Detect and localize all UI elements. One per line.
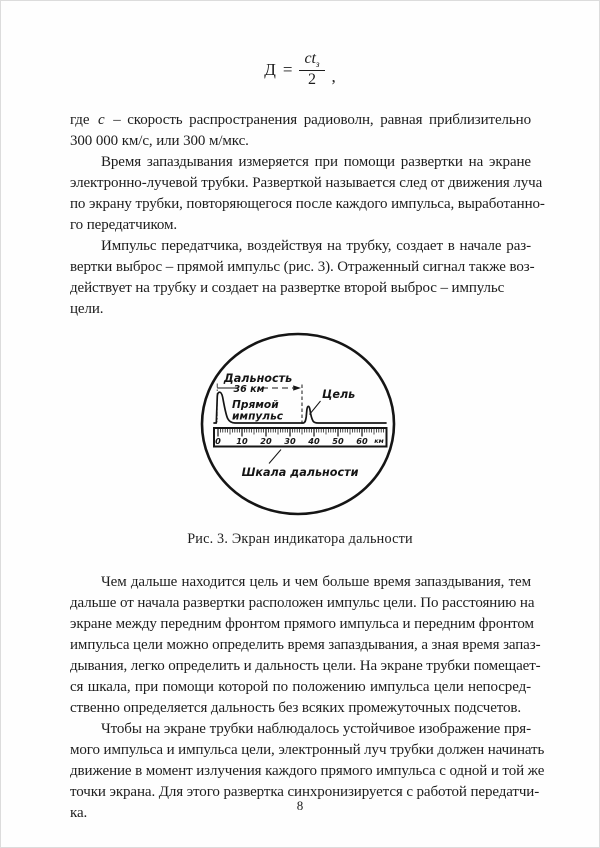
range-formula [264,50,336,89]
dimension-arrowhead [293,385,301,390]
text-line: ся шкала, при помощи которой по положению импульса цели непосред- [70,679,531,695]
range-label: Дальность [223,372,293,385]
formula-numerator-subscript: з [315,59,320,70]
text-line: движение в момент излучения каждого прямого импульса с одной и той же [70,763,545,779]
target-label: Цель [322,388,356,401]
where-rest: – скорость распространения радиоволн, равная приблизительно [113,112,531,128]
text-line: дывания, легко определить и дальность цели. На экране трубки помещает- [70,658,541,674]
direct-pulse-label-line2: импульс [232,410,284,423]
formula-numerator [299,50,324,71]
text-line: действует на трубку и создает на развертке второй выброс – импульс цели. [70,280,505,317]
svg-text:10: 10 [236,435,248,446]
svg-text:0: 0 [215,435,221,446]
formula-lhs: Д [264,59,276,79]
speed-variable: с [98,112,105,128]
text-line: экране между передним фронтом прямого импульса и передним фронтом [70,616,534,632]
text-line: мого импульса и импульса цели, электронный луч трубки должен начинать [70,742,545,758]
svg-text:60: 60 [356,435,368,446]
text-line: электронно-лучевой трубки. Разверткой называется след от движения луча [70,175,543,191]
ruler-ticks-and-numbers [215,429,384,446]
text-line: вертки выброс – прямой импульс (рис. 3). Отраженный сигнал также воз- [70,259,535,275]
crt-screen-diagram [194,325,406,522]
formula-comma: , [331,67,336,87]
where-word: где [70,112,90,128]
text-line: Время запаздывания измеряется при помощи развертки на экране [101,154,531,170]
text-line [70,110,531,131]
target-pointer-line [310,401,321,415]
figure-range-indicator [0,325,600,548]
text-line: Чтобы на экране трубки наблюдалось устойчивое изображение пря- [101,721,531,737]
text-line: по экрану трубки, повторяющегося после каждого импульса, выработанно- [70,196,545,212]
svg-text:30: 30 [284,435,296,446]
formula-fraction [299,50,324,89]
text-line: точки экрана. Для этого развертка синхронизируется с работой передатчи- [70,784,540,800]
text-line: дальше от начала развертки расположен импульс цели. По расстоянию на [70,595,535,611]
text-line: го передатчиком. [70,217,178,233]
text-line: Импульс передатчика, воздействуя на трубку, создает в начале раз- [101,238,531,254]
range-formula-row [0,0,600,96]
figure-caption: Рис. 3. Экран индикатора дальности [187,531,413,547]
lower-text-column [70,572,545,824]
svg-text:40: 40 [308,435,320,446]
page-number: 8 [296,798,304,813]
direct-pulse-label-line1: Прямой [232,399,279,411]
upper-text-column [70,110,545,320]
scale-caption-label: Шкала дальности [241,466,359,479]
formula-numerator-main: ct [304,50,316,67]
svg-text:50: 50 [332,435,344,446]
text-line: импульса цели можно определить время запаздывания, а зная время запаз- [70,637,541,653]
text-line: Чем дальше находится цель и чем больше время запаздывания, тем [101,574,531,590]
text-line: ка. [70,805,88,821]
range-value-label: 36 км [233,383,265,395]
text-line: ственно определяется дальность без всяких промежуточных подсчетов. [70,700,522,716]
scale-pointer-line [269,450,281,464]
svg-text:км: км [374,437,384,446]
text-line: 300 000 км/с, или 300 м/мкс. [70,133,249,149]
formula-equals: = [282,59,293,79]
svg-text:20: 20 [260,435,272,446]
formula-denominator: 2 [307,71,316,89]
crt-screen-circle [202,334,394,514]
